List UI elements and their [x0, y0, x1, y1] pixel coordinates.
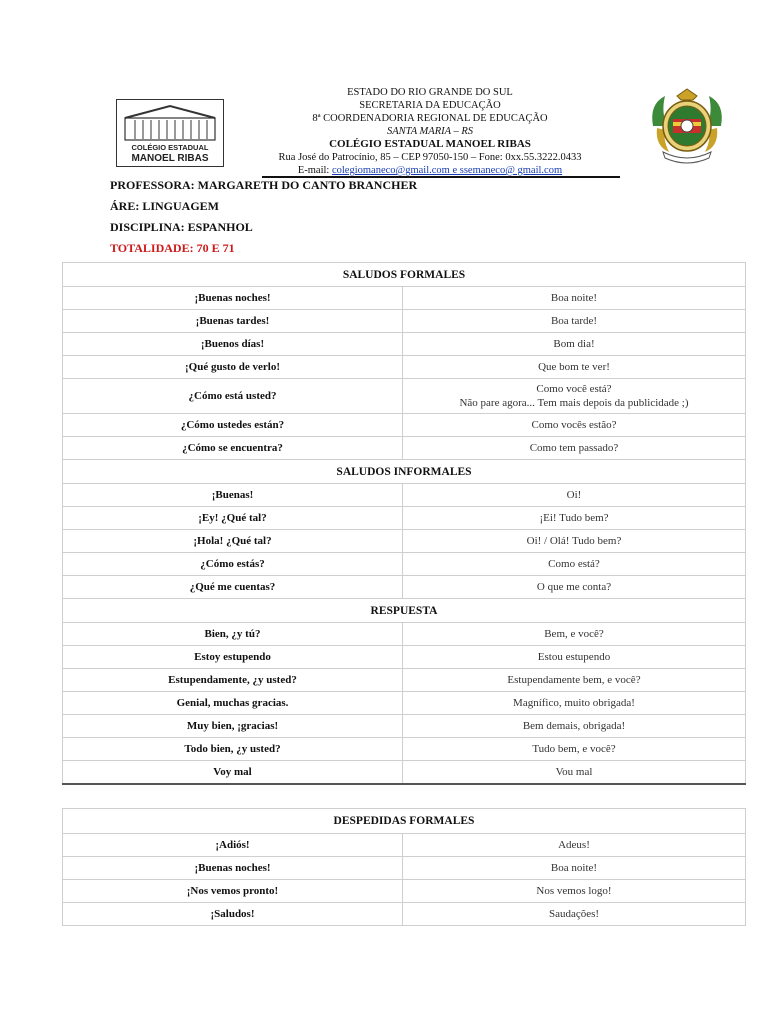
section-header-row: [63, 460, 746, 484]
spanish-phrase: ¿Cómo ustedes están?: [63, 414, 403, 437]
portuguese-translation: [403, 484, 746, 507]
spanish-phrase: ¡Buenas noches!: [63, 857, 403, 880]
greetings-table: [62, 262, 746, 785]
letterhead-secretariat: SECRETARIA DA EDUCAÇÃO: [359, 100, 501, 111]
translation-text: Estou estupendo: [537, 651, 611, 663]
section-header-row: [63, 809, 746, 834]
portuguese-translation: [403, 669, 746, 692]
portuguese-translation: [403, 530, 746, 553]
table-row: [63, 738, 746, 761]
spanish-phrase: Muy bien, ¡gracias!: [63, 715, 403, 738]
table-row: [63, 507, 746, 530]
spanish-phrase: Bien, ¿y tú?: [63, 623, 403, 646]
translation-text: Boa noite!: [550, 292, 598, 304]
portuguese-translation: [403, 287, 746, 310]
table-row: [63, 333, 746, 356]
area-line: ÁRE: LINGUAGEM: [110, 199, 220, 213]
letterhead-city: SANTA MARIA – RS: [386, 126, 474, 137]
table-row: [63, 761, 746, 784]
table-row: [63, 576, 746, 599]
translation-text: Oi! / Olá! Tudo bem?: [526, 535, 622, 547]
spanish-phrase: Estoy estupendo: [63, 646, 403, 669]
translation-text: Como está?: [548, 558, 600, 570]
letterhead-state: ESTADO DO RIO GRANDE DO SUL: [347, 87, 513, 98]
translation-note: Não pare agora... Tem mais depois da publicidade ;): [459, 397, 689, 409]
table-row: [63, 553, 746, 576]
translation-text: ¡Ei! Tudo bem?: [539, 512, 609, 524]
translation-text: Bom dia!: [553, 338, 595, 350]
translation-text: Como você está?: [536, 383, 612, 395]
section-title: SALUDOS INFORMALES: [63, 460, 746, 484]
translation-text: Boa noite!: [550, 862, 598, 874]
portuguese-translation: [403, 880, 746, 903]
table-row: [63, 287, 746, 310]
spanish-phrase: Voy mal: [63, 761, 403, 784]
school-logo: [116, 99, 224, 167]
table-row: [63, 356, 746, 379]
spanish-phrase: ¡Buenas noches!: [63, 287, 403, 310]
table-row: [63, 903, 746, 926]
spanish-phrase: ¡Qué gusto de verlo!: [63, 356, 403, 379]
portuguese-translation: [403, 379, 746, 414]
translation-text: Nos vemos logo!: [536, 885, 612, 897]
translation-text: Tudo bem, e você?: [532, 743, 616, 755]
translation-text: Bem, e você?: [544, 628, 604, 640]
portuguese-translation: [403, 646, 746, 669]
state-coat-of-arms-icon: [647, 86, 727, 166]
portuguese-translation: [403, 761, 746, 784]
logo-text-top: COLÉGIO ESTADUAL: [131, 143, 209, 152]
spanish-phrase: ¿Cómo está usted?: [63, 379, 403, 414]
portuguese-translation: [403, 414, 746, 437]
translation-text: O que me conta?: [536, 581, 612, 593]
spanish-phrase: ¿Cómo se encuentra?: [63, 437, 403, 460]
translation-text: Estupendamente bem, e você?: [507, 674, 641, 686]
table-row: [63, 834, 746, 857]
spanish-phrase: ¡Saludos!: [63, 903, 403, 926]
table-row: [63, 310, 746, 333]
portuguese-translation: [403, 576, 746, 599]
section-header-row: [63, 263, 746, 287]
translation-text: Como vocês estão?: [531, 419, 617, 431]
translation-text: Oi!: [566, 489, 582, 501]
email-link[interactable]: colegiomaneco@gmail.com e ssemaneco@ gmail.com: [331, 165, 563, 176]
portuguese-translation: [403, 553, 746, 576]
section-title: SALUDOS FORMALES: [63, 263, 746, 287]
section-header-row: [63, 599, 746, 623]
translation-text: Vou mal: [555, 765, 593, 778]
portuguese-translation: [403, 333, 746, 356]
spanish-phrase: Todo bien, ¿y usted?: [63, 738, 403, 761]
portuguese-translation: [403, 437, 746, 460]
table-row: [63, 414, 746, 437]
spanish-phrase: Genial, muchas gracias.: [63, 692, 403, 715]
logo-text-bottom: MANOEL RIBAS: [131, 153, 209, 164]
spanish-phrase: ¡Buenas!: [63, 484, 403, 507]
portuguese-translation: [403, 623, 746, 646]
spanish-phrase: ¿Cómo estás?: [63, 553, 403, 576]
portuguese-translation: [403, 857, 746, 880]
portuguese-translation: [403, 507, 746, 530]
table-row: [63, 715, 746, 738]
letterhead-school-name: COLÉGIO ESTADUAL MANOEL RIBAS: [329, 138, 531, 150]
section-title: DESPEDIDAS FORMALES: [63, 809, 746, 834]
spanish-phrase: ¡Hola! ¿Qué tal?: [63, 530, 403, 553]
translation-text: Que bom te ver!: [538, 361, 610, 373]
spanish-phrase: ¡Adiós!: [63, 834, 403, 857]
translation-text: Adeus!: [558, 839, 590, 851]
spanish-phrase: ¡Buenos días!: [63, 333, 403, 356]
translation-text: Boa tarde!: [550, 315, 598, 327]
spanish-phrase: ¡Ey! ¿Qué tal?: [63, 507, 403, 530]
table-row: [63, 484, 746, 507]
translation-text: Magnífico, muito obrigada!: [513, 697, 635, 709]
table-row: [63, 379, 746, 414]
section-title: RESPUESTA: [63, 599, 746, 623]
spanish-phrase: ¡Nos vemos pronto!: [63, 880, 403, 903]
professor-line: PROFESSORA: MARGARETH DO CANTO BRANCHER: [110, 178, 418, 192]
total-line: TOTALIDADE: 70 E 71: [110, 241, 235, 255]
table-row: [63, 880, 746, 903]
spanish-phrase: ¿Qué me cuentas?: [63, 576, 403, 599]
table-row: [63, 530, 746, 553]
portuguese-translation: [403, 310, 746, 333]
email-label: E-mail:: [297, 165, 332, 176]
portuguese-translation: [403, 834, 746, 857]
spanish-phrase: Estupendamente, ¿y usted?: [63, 669, 403, 692]
table-row: [63, 623, 746, 646]
portuguese-translation: [403, 903, 746, 926]
portuguese-translation: [403, 715, 746, 738]
letterhead: [235, 86, 625, 177]
table-row: [63, 857, 746, 880]
portuguese-translation: [403, 738, 746, 761]
translation-text: Como tem passado?: [529, 442, 619, 454]
farewells-table: [62, 808, 746, 926]
portuguese-translation: [403, 356, 746, 379]
spanish-phrase: ¡Buenas tardes!: [63, 310, 403, 333]
letterhead-address: Rua José do Patrocínio, 85 – CEP 97050-150 – Fone: 0xx.55.3222.0433: [278, 152, 582, 163]
letterhead-coordination: 8ª COORDENADORIA REGIONAL DE EDUCAÇÃO: [312, 113, 548, 124]
table-row: [63, 437, 746, 460]
portuguese-translation: [403, 692, 746, 715]
translation-text: Bem demais, obrigada!: [522, 720, 626, 732]
table-row: [63, 646, 746, 669]
table-row: [63, 692, 746, 715]
translation-text: Saudações!: [548, 908, 600, 920]
table-row: [63, 669, 746, 692]
subject-line: DISCIPLINA: ESPANHOL: [110, 220, 253, 234]
